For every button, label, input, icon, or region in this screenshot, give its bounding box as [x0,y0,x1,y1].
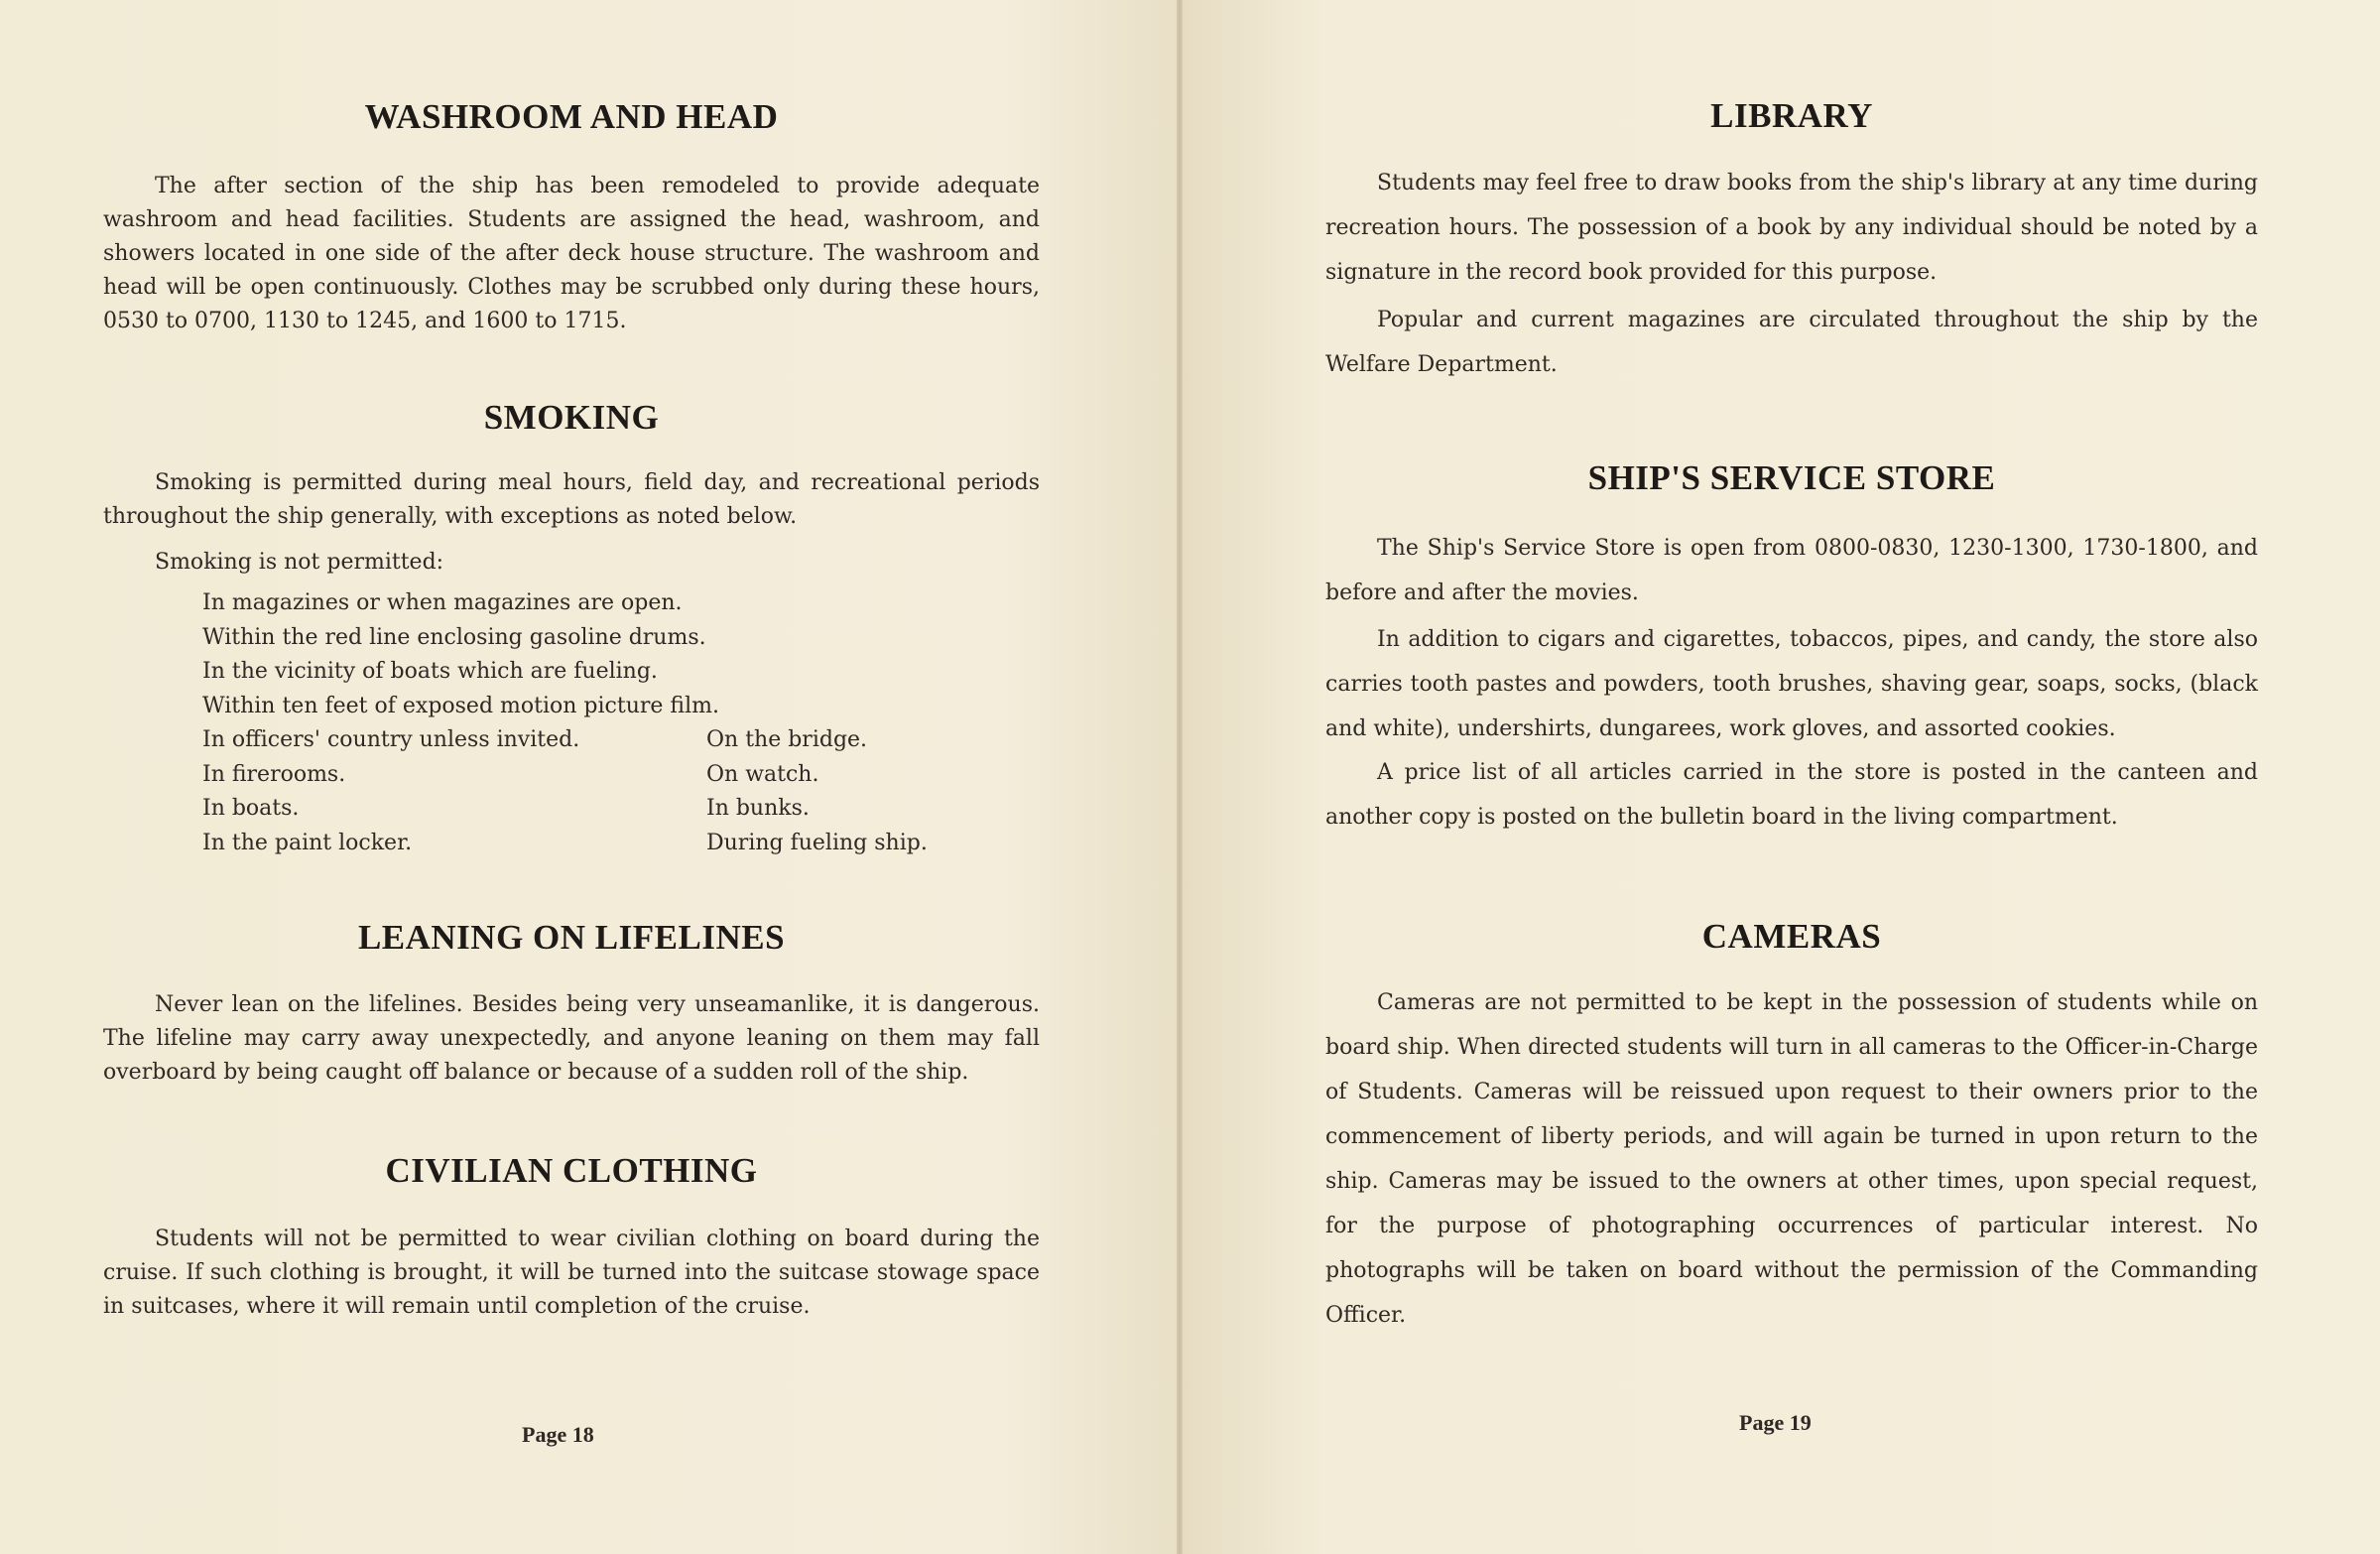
page-number-right: Page 19 [1739,1410,1812,1435]
smoking-intro: Smoking is permitted during meal hours, field day, and recreational periods throughout the ship generally, with exceptions as noted below. [103,470,1040,529]
library-paragraph: Students may feel free to draw books from the ship's library at any time during recreation hours. The possession of a book by any individual should be noted by a signature in the record book provided for this purpose. [1325,171,2258,285]
list-item: In the vicinity of boats which are fueling. [202,659,658,684]
list-item: In the paint locker. [202,830,413,855]
list-row [103,758,1040,793]
washroom-body: The after section of the ship has been remodeled to provide adequate washroom and head facilities. Students are assigned the head, washroom, and showers located in one side of the after deck house structure. The washroom and head will be open continuously. Clothes may be scrubbed only during these hours, 0530 to 0700, 1130 to 1245, and 1600 to 1715. [103,174,1040,333]
cameras-heading: CAMERAS [1701,917,1882,956]
list-row [103,792,1040,827]
library-heading: LIBRARY [1710,96,1873,135]
store-paragraph: The Ship's Service Store is open from 0800-0830, 1230-1300, 1730-1800, and before and after the movies. [1325,536,2258,605]
list-item: In officers' country unless invited. [202,727,580,752]
store-paragraph: A price list of all articles carried in the store is posted in the canteen and another copy is posted on the bulletin board in the living compartment. [1325,760,2258,830]
list-item: In bunks. [706,796,810,821]
list-item: During fueling ship. [706,830,928,855]
lifelines-body: Never lean on the lifelines. Besides being very unseamanlike, it is dangerous. The lifeline may carry away unexpectedly, and anyone leaning on them may fall overboard by being caught off balance or because of a sudden roll of the ship. [103,992,1040,1085]
list-item: On the bridge. [706,727,868,752]
page-number-left: Page 18 [522,1422,594,1447]
store-heading: SHIP'S SERVICE STORE [1587,458,1996,497]
list-item: Within the red line enclosing gasoline drums. [202,624,706,650]
civilian-heading: CIVILIAN CLOTHING [385,1151,758,1190]
washroom-heading: WASHROOM AND HEAD [364,97,779,136]
lifelines-heading: LEANING ON LIFELINES [357,918,786,957]
list-item: In magazines or when magazines are open. [202,590,683,615]
smoking-restrictions-list [103,586,1040,860]
list-row [103,723,1040,758]
smoking-not-permitted-label: Smoking is not permitted: [155,550,444,575]
list-item: Within ten feet of exposed motion picture film. [202,693,719,718]
smoking-heading: SMOKING [483,398,660,437]
list-item: On watch. [706,761,819,787]
page-gutter [1177,0,1183,1554]
library-paragraph: Popular and current magazines are circulated throughout the ship by the Welfare Department. [1325,308,2258,377]
civilian-body: Students will not be permitted to wear civilian clothing on board during the cruise. If such clothing is brought, it will be turned into the suitcase stowage space in suitcases, where it will remain until completion of the cruise. [103,1227,1040,1319]
list-item: In boats. [202,796,300,821]
list-item: In firerooms. [202,761,346,787]
list-row [103,827,1040,861]
cameras-body: Cameras are not permitted to be kept in the possession of students while on board ship. When directed students will turn in all cameras to the Officer-in-Charge of Students. Cameras will be reissued upon request to their owners prior to the commencement of liberty periods, and will again be turned in upon return to the ship. Cameras may be issued to the owners at other times, upon special request, for the purpose of photographing occurrences of particular interest. No photographs will be taken on board without the permission of the Commanding Officer. [1325,990,2258,1328]
store-paragraph: In addition to cigars and cigarettes, tobaccos, pipes, and candy, the store also carries tooth pastes and powders, tooth brushes, shaving gear, soaps, socks, (black and white), undershirts, dungarees, work gloves, and assorted cookies. [1325,627,2258,741]
